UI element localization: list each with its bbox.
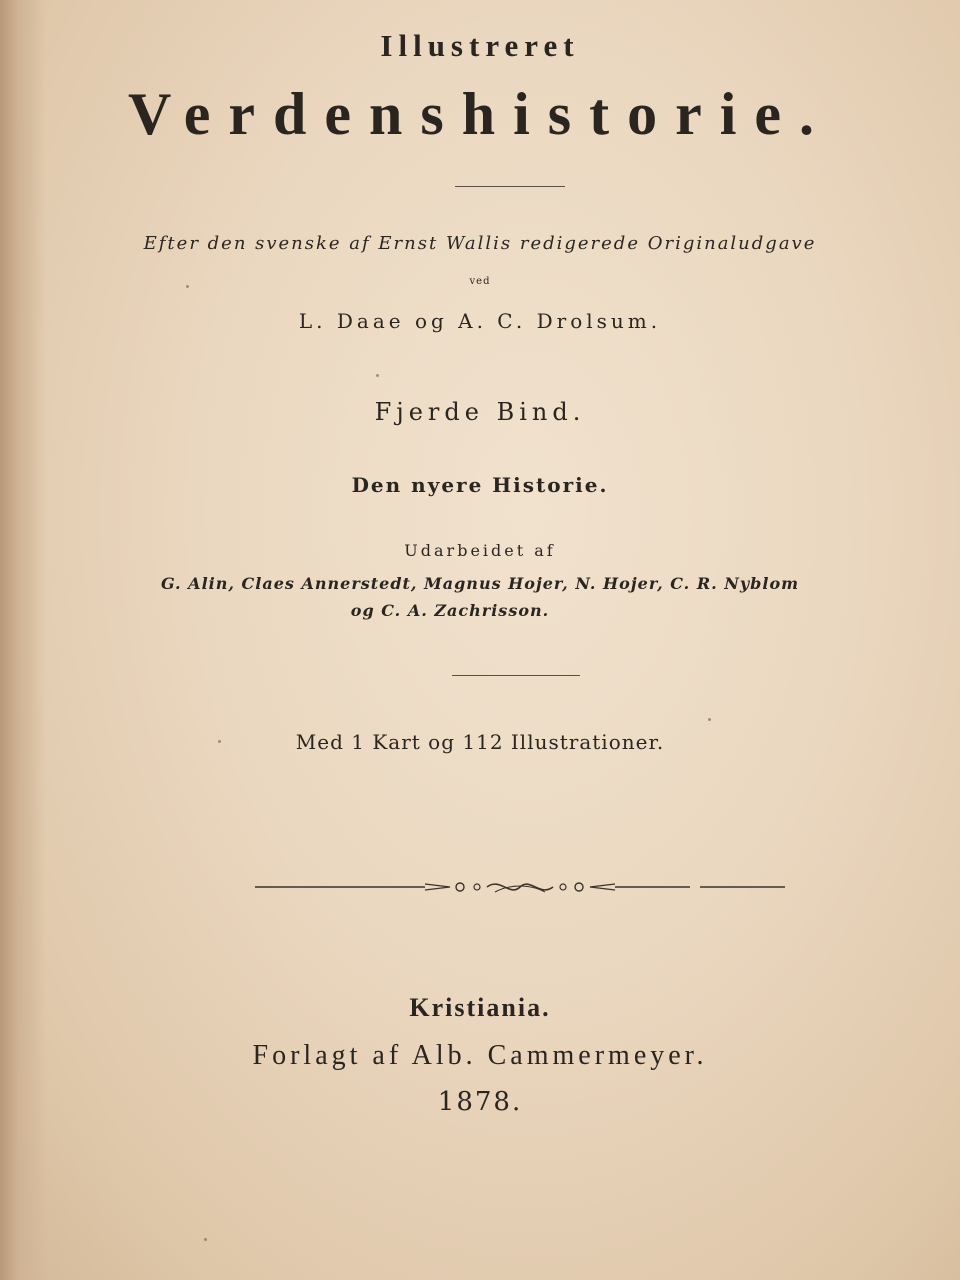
title-main: Verdenshistorie. bbox=[127, 81, 833, 147]
divider-rule-middle bbox=[452, 675, 580, 676]
contributors-line-2: og C. A. Zachrisson. bbox=[350, 601, 550, 620]
imprint-publisher: Forlagt af Alb. Cammermeyer. bbox=[252, 1040, 708, 1071]
contributors-line-1: G. Alin, Claes Annerstedt, Magnus Hojer, N. Hojer, C. R. Nyblom bbox=[160, 574, 800, 593]
subtitle-authors: L. Daae og A. C. Drolsum. bbox=[298, 309, 662, 333]
subtitle-edition: Efter den svenske af Ernst Wallis redigerede Originaludgave bbox=[143, 233, 817, 254]
illustrations-note: Med 1 Kart og 112 Illustrationer. bbox=[295, 730, 665, 754]
paper-speck bbox=[376, 374, 379, 377]
section-title: Den nyere Historie. bbox=[351, 473, 609, 497]
title-small: Illustreret bbox=[380, 28, 580, 63]
ornament-rule-icon bbox=[255, 872, 785, 902]
paper-speck bbox=[186, 285, 189, 288]
volume-label: Fjerde Bind. bbox=[374, 398, 586, 426]
imprint-year: 1878. bbox=[437, 1087, 523, 1117]
subtitle-ved: ved bbox=[469, 276, 491, 287]
imprint-city: Kristiania. bbox=[409, 993, 551, 1022]
paper-speck bbox=[204, 1238, 207, 1241]
paper-speck bbox=[218, 740, 221, 743]
paper-speck bbox=[708, 718, 711, 721]
divider-rule-top bbox=[455, 186, 565, 187]
worked-by-label: Udarbeidet af bbox=[404, 541, 556, 560]
